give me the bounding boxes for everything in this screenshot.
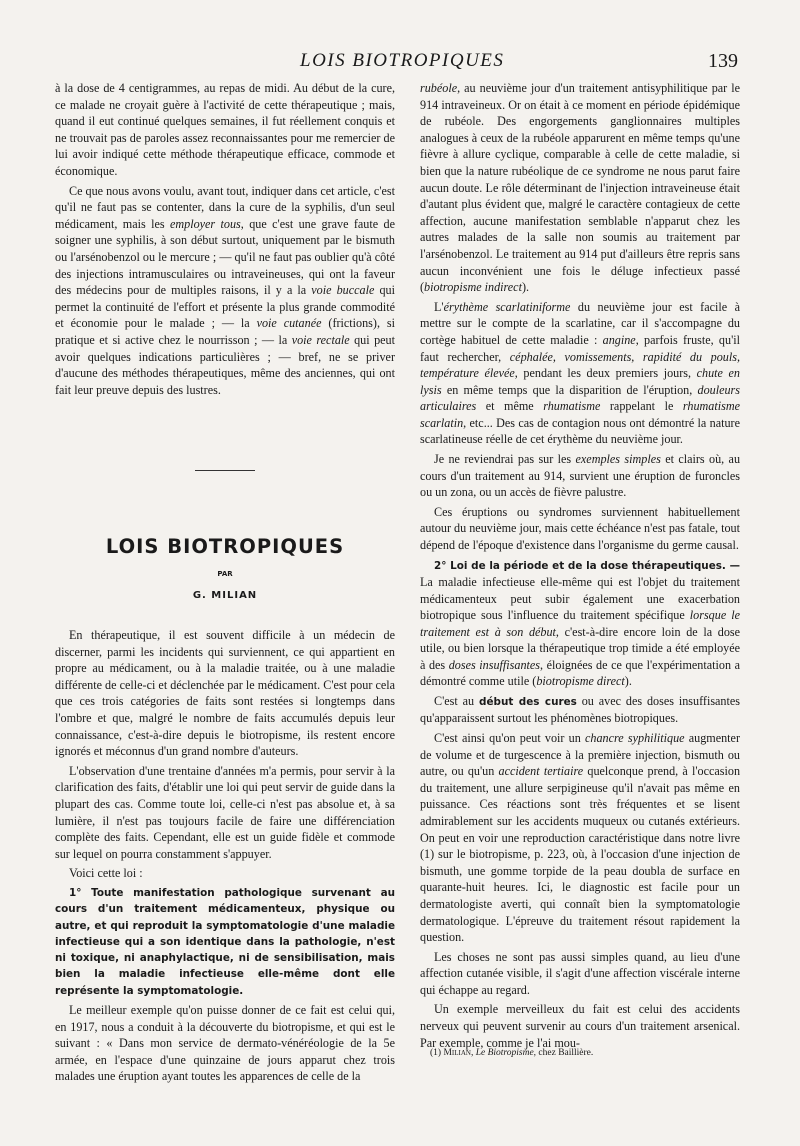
simple-examples-paragraph: Je ne reviendrai pas sur les exemples simples et clairs où, au cours d'un traitement au 914, survient une éruption de furoncles ou un zona, ou un accès de fièvre palustre. <box>420 452 741 500</box>
article-author: G. MILIAN <box>192 590 258 602</box>
article-title: LOIS BIOTROPIQUES <box>105 535 345 559</box>
example-paragraph: Le meilleur exemple qu'on puisse donner de ce fait est celui qui, en 1917, nous a conduit à la découverte du biotropisme, et qui est le suivant : « Dans mon service de dermato-vénéréologie de la 5e armée, en l'espace d'une quinzaine de jours apparut chez trois malades une éruption ayant toutes les apparences de celle de la <box>55 1003 395 1084</box>
footnote-title: Le Biotropisme, <box>475 1048 537 1058</box>
left-column <box>55 80 395 1088</box>
ninth-day-paragraph: Ces éruptions ou syndromes surviennent habituellement autour du neuvième jour, mais cette échéance n'est pas fatale, tout dépend de l'époque d'existence dans l'organisme du germe causal. <box>420 504 740 553</box>
law-1-statement: 1° Toute manifestation pathologique survenant au cours d'un traitement médicamenteux, physique ou autre, et qui reproduit la symptomatologie d'une maladie infectieuse qui a son identique dans la pathologie, n'est ni toxique, ni anaphylactique, ni de sensibilisation, mais bien la maladie infectieuse elle-même dont elle représente la symptomatologie. <box>55 886 395 997</box>
cures-paragraph: C'est au début des cures ou avec des doses insuffisantes qu'apparaissent surtout les phénomènes biotropiques. <box>420 694 740 726</box>
byline-par: PAR <box>217 569 233 578</box>
chancre-paragraph: C'est ainsi qu'on peut voir un chancre syphilitique augmenter de volume et de turgescence à la première injection, bismuth ou autre, ou qu'un accident tertiaire quelconque prend, à l'occasion du traitement, une allure serpigineuse qu'il n'avait pas même en puissance. Ces réactions sont très fréquentes et se lisent admirablement sur les accidents muqueux ou cutanés extérieurs. On peut en voir une reproduction caractéristique dans notre livre (1) sur le biotropisme, p. 223, où, à l'occasion d'une injection de bismuth, une gomme torpide de la peau doubla de surface en quarante-huit heures. Ici, le diagnostic est facile pour un dermatologiste averti, qui connaît bien la symptomatologie dermatologique. L'épreuve du traitement résout rapidement la question. <box>420 730 741 945</box>
intro-paragraph-3: Voici cette loi : <box>69 866 143 881</box>
rubeole-paragraph: rubéole, au neuvième jour d'un traitement antisyphilitique par le 914 intraveineux. Or on était à ce moment en période épidémique de rubéole. Des engorgements ganglionnaires multiples analogues à ceux de la rubéole apparurent en même temps qu'une fièvre à allure cyclique, comparable à celle de cette maladie, si bien que la nature rubéolique de ce syndrome ne nous parut faire aucun doute. Le rôle déterminant de l'injection intraveineuse était d'autant plus évident que, malgré le caractère contagieux de cette affection, aucune manifestation semblable n'apparut chez les autres malades de la salle non soumis au traitement par l'arsénobenzol. Le traitement au 914 put d'ailleurs être repris sans aucun inconvénient une fois le déluge infectieux passé (biotropisme indirect). <box>420 81 740 295</box>
intro-paragraph-2: L'observation d'une trentaine d'années m'a permis, pour servir à la clarification des faits, d'établir une loi qui peut servir de guide dans la plupart des cas. Comme toute loi, celle-ci n'est pas absolue et, à sa lumière, il n'est pas toujours facile de faire une différenciation complète des faits. Cependant, elle est un guide fidèle et commode sur lequel on pourra constamment s'appuyer. <box>55 763 395 861</box>
nervous-paragraph: Un exemple merveilleux du fait est celui des accidents nerveux qui peuvent survenir au cours d'un traitement arsenical. Par exemple, comme je l'ai mou- <box>420 1002 740 1050</box>
conclusion-paragraph: Ce que nous avons voulu, avant tout, indiquer dans cet article, c'est qu'il ne faut pas se contenter, dans la cure de la syphilis, d'un seul médicament, mais les employer tous, que c'est une grave faute de soigner une syphilis, à son début surtout, uniquement par le bismuth ou l'arsénobenzol ou le mercure ; — qu'il ne faut pas oublier qu'à côté des injections intramusculaires ou intraveineuses, qui ont la faveur des médecins pour de multiples raisons, il y a la voie buccale qui permet la continuité de l'effort et présente la plus grande commodité et économie pour le malade ; — la voie cutanée (frictions), si pratique et si active chez le nourrisson ; — la voie rectale qui peut avoir quelques indications particulières ; — bref, ne se priver d'aucune des méthodes thérapeutiques, même des anciennes, qui ont fait leur preuve depuis des lustres. <box>55 183 395 397</box>
right-column <box>420 80 740 1054</box>
footnote-author: Milian, <box>443 1048 474 1058</box>
continuation-paragraph: à la dose de 4 centigrammes, au repas de midi. Au début de la cure, ce malade ne croyait guère à l'activité de cette thérapeutique ; mais, quand il eut continué quelques semaines, il fut réellement conquis et ne trouvait pas de paroles assez reconnaissantes pour me remercier de lui avoir indiqué cette méthode thérapeutique efficace, commode et économique. <box>55 81 395 178</box>
intro-paragraph-1: En thérapeutique, il est souvent difficile à un médecin de discerner, parmi les incidents qui surviennent, ce qui appartient en propre au médicament, ou à la maladie traitée, ou à une maladie différente de celle-ci et déclenchée par le médicament. C'est pour cela que ces trois catégories de faits sont restées si longtemps dans l'ombre et que, malgré le nombre de faits accumulés depuis leur connaissance, c'est-à-dire depuis le biotropisme, ils restent encore ignorés et méconnus d'un grand nombre d'auteurs. <box>55 628 395 759</box>
law-2-paragraph: 2° Loi de la période et de la dose thérapeutiques. — La maladie infectieuse elle-même qui est l'objet du traitement médicamenteux peut subir également une exacerbation biotropique sous l'influence du traitement spécifique lorsque le traitement est à son début, c'est-à-dire encore loin de la dose utile, ou bien lorsque la thérapeutique trop timide a été employée à des doses insuffisantes, éloignées de ce que l'expérimentation a démontré comme utile (biotropisme direct). <box>420 559 741 689</box>
footnote-publisher: chez Baillière. <box>538 1048 594 1058</box>
running-title: LOIS BIOTROPIQUES <box>300 50 505 71</box>
visceral-paragraph: Les choses ne sont pas aussi simples quand, au lieu d'une affection cutanée visible, il s'agit d'une affection viscérale interne qui échappe au regard. <box>420 949 740 997</box>
section-divider <box>195 470 255 471</box>
page-number: 139 <box>708 50 738 72</box>
footnote <box>430 1047 593 1059</box>
running-header <box>0 48 800 78</box>
footnote-mark: (1) <box>430 1048 442 1058</box>
scarlatine-paragraph: L'érythème scarlatiniforme du neuvième jour est facile à mettre sur le compte de la scarlatine, car il s'accompagne du cortège habituel de cette maladie : angine, parfois fruste, qu'il faut rechercher, céphalée, vomissements, rapidité du pouls, température élevée, pendant les deux premiers jours, chute en lysis en même temps que la disparition de l'éruption, douleurs articulaires et même rhumatisme rappelant le rhumatisme scarlatin, etc... Des cas de contagion nous ont démontré la nature scarlatineuse réelle de cet érythème du neuvième jour. <box>420 299 741 447</box>
